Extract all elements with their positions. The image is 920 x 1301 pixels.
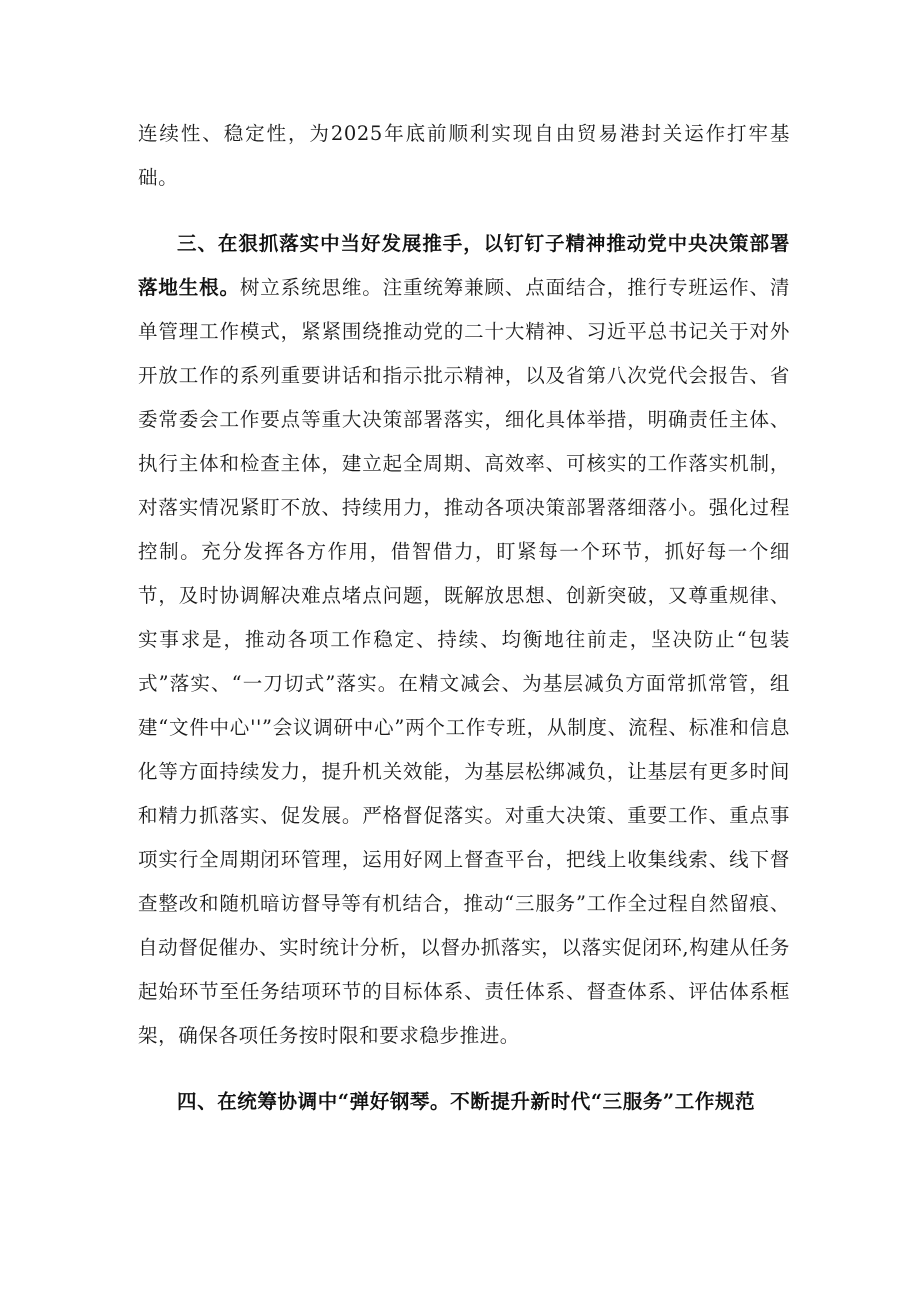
paragraph-gap — [138, 200, 790, 222]
section-three-body: 树立系统思维。注重统筹兼顾、点面结合，推行专班运作、清单管理工作模式，紧紧围绕推动党的二十大精神、习近平总书记关于对外开放工作的系列重要讲话和指示批示精神，以及省第八次党代会报告、省委常委会工作要点等重大决策部署落实，细化具体举措，明确责任主体、执行主体和检查主体，建立起全周期、高效率、可核实的工作落实机制，对落实情况紧盯不放、持续用力，推动各项决策部署落细落小。强化过程控制。充分发挥各方作用，借智借力，盯紧每一个环节，抓好每一个细节，及时协调解决难点堵点问题，既解放思想、创新突破，又尊重规律、实事求是，推动各项工作稳定、持续、均衡地往前走，坚决防止“包装式”落实、“一刀切式”落实。在精文减会、为基层减负方面常抓常管，组建“文件中心''”会议调研中心”两个工作专班，从制度、流程、标准和信息化等方面持续发力，提升机关效能，为基层松绑减负，让基层有更多时间和精力抓落实、促发展。严格督促落实。对重大决策、重要工作、重点事项实行全周期闭环管理，运用好网上督查平台，把线上收集线索、线下督查整改和随机暗访督导等有机结合，推动“三服务”工作全过程自然留痕、自动督促催办、实时统计分析，以督办抓落实，以落实促闭环,构建从任务起始环节至任务结项环节的目标体系、责任体系、督查体系、评估体系框架，确保各项任务按时限和要求稳步推进。 — [138, 276, 790, 1047]
section-three-heading: 三、在狠抓落实中当好发展推手，以钉钉子精神推动党中央决策部署落地生根。 — [138, 232, 790, 299]
section-four-heading: 四、在统筹协调中“弹好钢琴。不断提升新时代“三服务”工作规范 — [177, 1090, 756, 1113]
section-three-paragraph — [138, 222, 790, 1058]
document-page — [138, 112, 790, 1124]
paragraph-continuation: 连续性、稳定性，为2025年底前顺利实现自由贸易港封关运作打牢基础。 — [138, 122, 790, 189]
section-four-paragraph — [138, 1080, 790, 1124]
paragraph-gap — [138, 1058, 790, 1080]
